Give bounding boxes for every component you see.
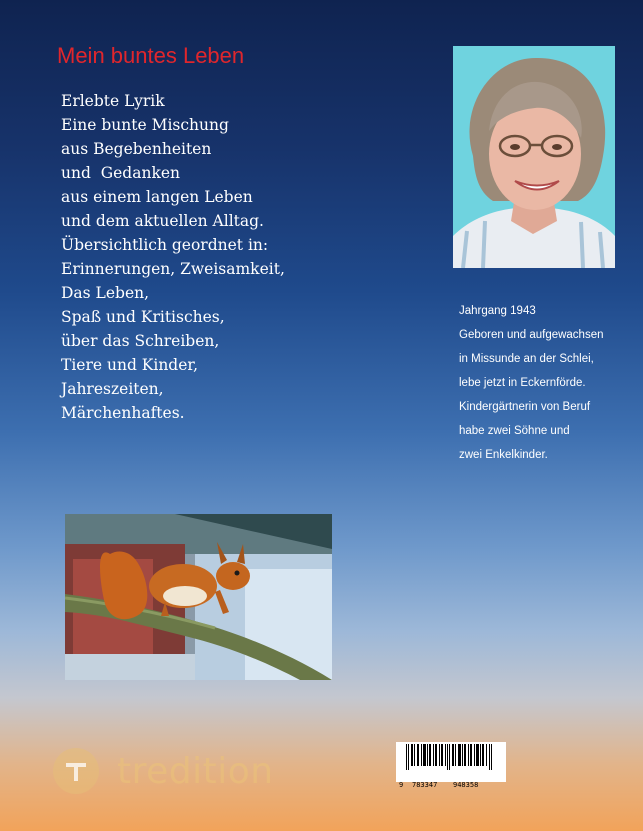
bio-line: in Missunde an der Schlei, xyxy=(459,353,594,365)
bio-line: zwei Enkelkinder. xyxy=(459,449,548,461)
blurb-line: aus einem langen Leben xyxy=(61,188,253,206)
blurb-line: und Gedanken xyxy=(61,164,180,182)
isbn-barcode xyxy=(396,742,506,789)
bio-line: Kindergärtnerin von Beruf xyxy=(459,401,591,413)
book-title: Mein buntes Leben xyxy=(57,43,245,68)
isbn-prefix: 9 xyxy=(399,781,404,789)
bio-line: Geboren und aufgewachsen xyxy=(459,329,604,341)
publisher-name: tredition xyxy=(117,750,274,792)
author-bio xyxy=(459,299,639,467)
blurb-line: Tiere und Kinder, xyxy=(61,356,199,374)
blurb-line: Erinnerungen, Zweisamkeit, xyxy=(61,260,285,278)
publisher-logo-icon xyxy=(53,748,99,794)
isbn-group-1: 783347 xyxy=(412,781,438,789)
blurb-text xyxy=(61,89,361,425)
blurb-line: Märchenhaftes. xyxy=(61,404,185,422)
squirrel-photo xyxy=(65,514,332,680)
publisher-logo xyxy=(53,745,274,797)
isbn-group-2: 948358 xyxy=(453,781,479,789)
blurb-line: Übersichtlich geordnet in: xyxy=(61,236,269,254)
blurb-line: Das Leben, xyxy=(61,284,150,302)
bio-line: lebe jetzt in Eckernförde. xyxy=(459,377,586,389)
blurb-line: aus Begebenheiten xyxy=(61,140,212,158)
bio-line: habe zwei Söhne und xyxy=(459,425,570,437)
blurb-line: Spaß und Kritisches, xyxy=(61,308,225,326)
blurb-line: Eine bunte Mischung xyxy=(61,116,229,134)
bio-line: Jahrgang 1943 xyxy=(459,305,536,317)
blurb-line: und dem aktuellen Alltag. xyxy=(61,212,264,230)
blurb-line: Jahreszeiten, xyxy=(61,380,164,398)
author-portrait xyxy=(453,46,615,268)
blurb-line: Erlebte Lyrik xyxy=(61,92,165,110)
blurb-line: über das Schreiben, xyxy=(61,332,220,350)
